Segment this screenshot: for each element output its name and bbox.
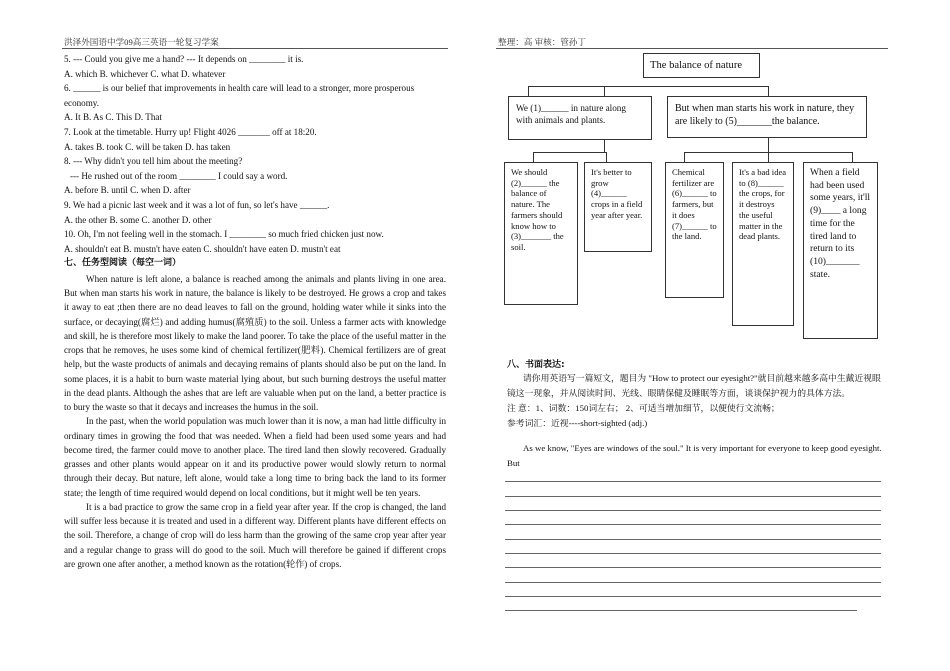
question-stem: 9. We had a picnic last week and it was a lot of fun, so let's have ______. (64, 199, 330, 210)
question-stem: 10. Oh, I'm not feeling well in the stomach. I ________ so much fried chicken just now. (64, 229, 384, 240)
header-rule-left (62, 48, 448, 49)
answer-line[interactable] (505, 567, 881, 568)
connector-line (768, 86, 769, 96)
section7-title: 七、任务型阅读（每空一词） (64, 258, 182, 269)
answer-line[interactable] (505, 481, 881, 482)
diagram-box-5: When a field had been used some years, it'll (9)____ a long time for the tired land to return to its (10)_______ state. (803, 162, 878, 339)
reading-passage (64, 272, 446, 571)
diagram-box-3: Chemical fertilizer are (6)______ to farmers, but it does (7)______ to the land. (665, 162, 724, 298)
writing-opening: As we know, "Eyes are windows of the soul." It is very important for everyone to keep good eyesight. But (507, 443, 882, 468)
answer-line[interactable] (505, 582, 881, 583)
diagram-box-4: It's a bad idea to (8)______ the crops, for it destroys the useful matter in the dead plants. (732, 162, 794, 326)
connector-line (606, 152, 607, 162)
header-left: 洪泽外国语中学09高三英语一轮复习学案 (64, 37, 219, 47)
diagram-box-2: It's better to grow (4)______ crops in a field year after year. (584, 162, 652, 252)
answer-line[interactable] (505, 496, 881, 497)
section8-title: 八、书面表达: (507, 360, 565, 370)
connector-line (604, 140, 605, 152)
passage-paragraph: It is a bad practice to grow the same crop in a field year after year. If the crop is changed, the land will suffer less because it is treated and used in a different way. Different plants have different effects on the soil. Therefore, a change of crop will do less harm than the growing of the same crop year after year and a regular change to grass will do good to the soil. Much will therefore be gained if different crops are grown one after another, a method known as the rotation(轮作) of crops. (64, 501, 446, 569)
question-stem: 6. ______ is our belief that improvements in health care will lead to a stronger, more prosperous economy. (64, 83, 415, 108)
writing-vocab: 参考词汇：近视----short-sighted (adj.) (507, 418, 648, 428)
answer-line[interactable] (505, 553, 881, 554)
writing-prompt: 请你用英语写一篇短文，题目为 "How to protect our eyesight?"就目前越来越多高中生戴近视眼镜这一现象，并从阅读时间、光线、眼睛保健及睡眠等方面，谈谈保护视力的具体方法。 (507, 373, 881, 398)
writing-task (507, 371, 887, 471)
question-options: A. takes B. took C. will be taken D. has taken (64, 141, 231, 152)
diagram-title-box: The balance of nature (643, 53, 760, 78)
diagram-box-destroy: But when man starts his work in nature, they are likely to (5)_______the balance. (667, 96, 867, 138)
connector-line (533, 152, 534, 162)
question-options: A. before B. until C. when D. after (64, 185, 191, 196)
passage-paragraph: When nature is left alone, a balance is reached among the animals and plants living in one area. But when man starts his work in nature, the balance is likely to be destroyed. He grows a crop and takes it away to eat ;then there are no dead leaves to fall on the ground, holding water while it sinks into the surface, or decaying(腐烂) and adding humus(腐殖质) to the soil. Unless a farmer acts with knowledge and skill, he is therefore most likely to make the land poorer. To take the place of the useful matter in the crops that he removes, he uses some kind of chemical fertilizer(肥料). Chemical fertilizers are of great help, but the waste products of animals and decaying remains of plants should also be put on the land. In some places, it is a habit to burn waste material lying about, but such burning destroys the useful matter in the dead plants. Although the ashes that are left are valuable when put on the land, a better practice is to bury the waste so that it decays and increases the humus in the soil. (64, 273, 446, 413)
connector-line (768, 152, 769, 162)
answer-line[interactable] (505, 610, 857, 611)
answer-line[interactable] (505, 524, 881, 525)
answer-line[interactable] (505, 510, 881, 511)
left-column (64, 52, 446, 571)
balance-diagram (498, 0, 888, 671)
connector-line (768, 138, 769, 152)
question-stem-reply: --- He rushed out of the room ________ I could say a word. (70, 170, 288, 181)
question-stem: 5. --- Could you give me a hand? --- It depends on ________ it is. (64, 54, 304, 64)
passage-paragraph: In the past, when the world population was much lower than it is now, a man had little difficulty in ordinary times in growing the food that was needed. When a field had been used some years and had become tired, the farmer could move to another place. The tired land then slowly recovered. Gradually grasses and other plants would appear on it and its productive power would slowly return to normal through their decay. But nature, left alone, would take a long time to bring back the land to its former state; the length of time required would depend on local conditions, but it might well be ten years. (64, 416, 446, 498)
diagram-box-1: We should (2)______ the balance of nature. The farmers should know how to (3)_______ the soil. (504, 162, 578, 305)
question-stem: 7. Look at the timetable. Hurry up! Flight 4026 _______ off at 18:20. (64, 126, 317, 137)
question-options: A. the other B. some C. another D. other (64, 214, 212, 225)
connector-line (528, 86, 768, 87)
connector-line (684, 152, 685, 162)
answer-line[interactable] (505, 596, 881, 597)
writing-note: 注 意：1、词数：150词左右； 2、可适当增加细节，以便使行文流畅； (507, 403, 780, 413)
question-options: A. which B. whichever C. what D. whatever (64, 68, 226, 79)
question-options: A. shouldn't eat B. mustn't have eaten C. shouldn't have eaten D. mustn't eat (64, 243, 341, 254)
connector-line (852, 152, 853, 162)
connector-line (533, 152, 607, 153)
diagram-box-live: We (1)______ in nature along with animals and plants. (508, 96, 652, 140)
question-stem: 8. --- Why didn't you tell him about the meeting? (64, 156, 243, 167)
answer-line[interactable] (505, 539, 881, 540)
header-right: 整理：高 审核：管孙丁 (498, 37, 587, 47)
question-options: A. It B. As C. This D. That (64, 112, 162, 123)
